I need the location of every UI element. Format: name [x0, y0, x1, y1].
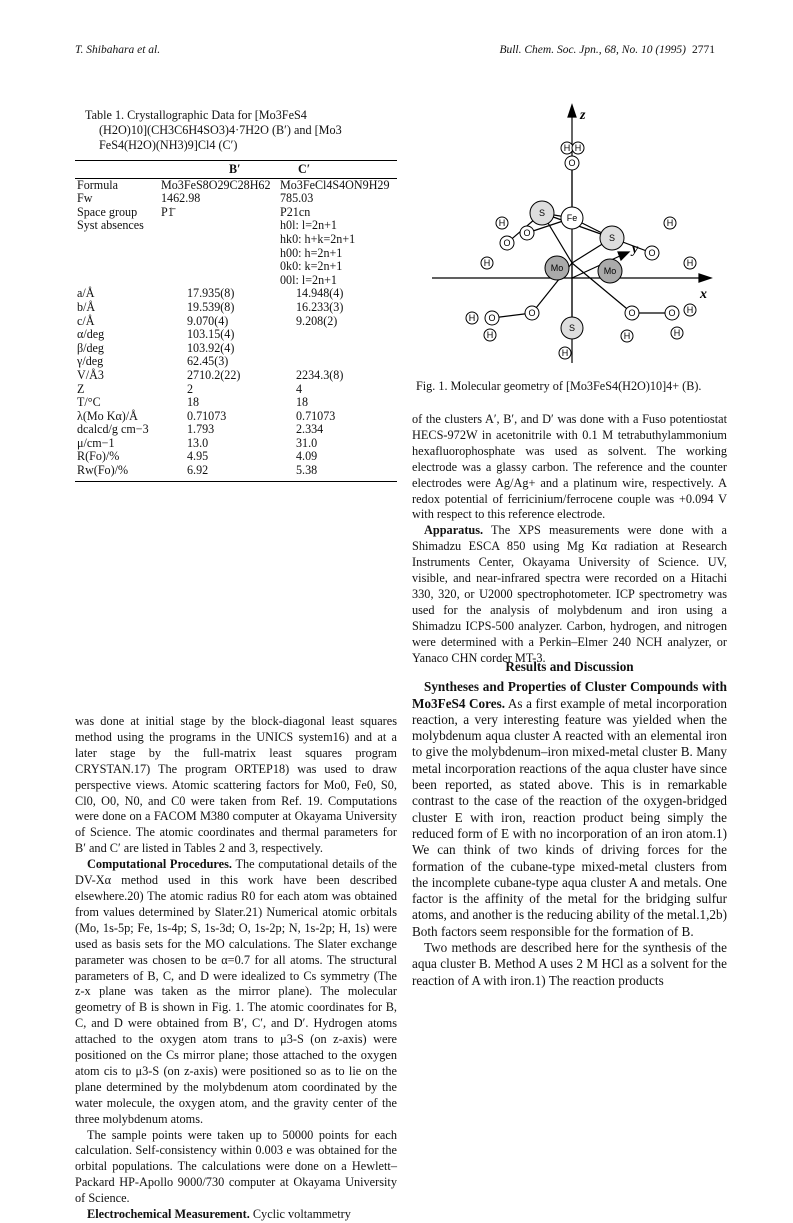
header-b-prime: B′: [159, 161, 278, 179]
run-in-heading: Apparatus.: [424, 523, 484, 538]
value-c-prime: [278, 342, 397, 356]
svg-text:H: H: [574, 143, 582, 153]
row-label: a/Å: [77, 286, 95, 301]
axis-label-x: x: [700, 287, 707, 302]
svg-text:O: O: [668, 308, 676, 318]
row-label: Fw: [77, 191, 93, 206]
svg-text:H: H: [686, 258, 694, 268]
row-label: T/°C: [77, 395, 101, 410]
figure-caption: Fig. 1. Molecular geometry of [Mo3FeS4(H2O)10]4+ (B).: [416, 379, 702, 393]
row-label: R(Fo)/%: [77, 449, 120, 464]
atom-hydrogen: [621, 330, 633, 342]
svg-text:O: O: [648, 248, 656, 258]
atom-hydrogen: [684, 304, 696, 316]
running-header-journal: [499, 44, 715, 56]
running-header-authors: T. Shibahara et al.: [75, 44, 161, 56]
atom-oxygen: [565, 156, 579, 170]
table-row: [75, 328, 397, 342]
atom-hydrogen: [561, 142, 573, 154]
header-blank: [75, 161, 159, 179]
value-c-prime: 31.0: [296, 435, 318, 450]
value-b-prime: 17.935(8): [187, 286, 235, 301]
value-b-prime: 2: [187, 381, 194, 396]
row-label: β/deg: [77, 340, 104, 355]
value-c-prime: 2.334: [296, 422, 324, 437]
value-b-prime: 13.0: [187, 435, 209, 450]
row-label: [75, 247, 159, 261]
crystallographic-table: [75, 160, 397, 482]
paragraph: [75, 857, 397, 1127]
left-column-text: [75, 714, 397, 1223]
paragraph: of the clusters A′, B′, and D′ was done with a Fuso potentiostat HECS-972W in acetonitrile with 0.1 M tetrabuthylammonium hexafluorophosphate was used as solvent. The working electrode was a glassy carbon. The reference and the counter electrodes were Ag/Ag+ and a platinum wire, respectively. A redox potential of ferricinium/ferrocene couple was +0.094 V with respect to this reference electrode.: [412, 412, 727, 522]
value-c-prime: 4.09: [296, 449, 318, 464]
table-row: [75, 260, 397, 274]
value-c-prime: hk0: h+k=2n+1: [280, 231, 356, 246]
value-c-prime: h0l: l=2n+1: [280, 218, 337, 233]
paragraph: [75, 1207, 397, 1223]
value-c-prime: 14.948(4): [296, 286, 344, 301]
table-row: [75, 450, 397, 464]
run-in-heading: Electrochemical Measurement.: [87, 1207, 250, 1222]
value-b-prime: 103.92(4): [187, 340, 235, 355]
table-row: [75, 287, 397, 301]
table-header-row: [75, 161, 397, 179]
section-heading: Results and Discussion: [505, 659, 634, 674]
atom-hydrogen: [496, 217, 508, 229]
table-row: [75, 396, 397, 410]
journal-citation: Bull. Chem. Soc. Jpn., 68, No. 10 (1995): [499, 44, 686, 56]
paragraph: Two methods are described here for the synthesis of the aqua cluster B. Method A uses 2 M HCl as a solvent for the reaction of A with iron.1) The reaction products: [412, 940, 727, 988]
svg-text:Mo: Mo: [550, 263, 564, 273]
paragraph: was done at initial stage by the block-diagonal least squares method using the programs in the UNICS system16) and at a later stage by the full-matrix least squares program CRYSTAN.17) The program ORTEP18) was used to draw perspective views. Atomic scattering factors for Mo0, Fe0, S0, Cl0, O0, N0, and C0 were taken from Ref. 19. Computations were done on a FACOM M380 computer at Okayama University of Science. The atomic coordinates and thermal parameters for B′ and C′ are listed in Tables 2 and 3, respectively.: [75, 714, 397, 856]
row-label: c/Å: [77, 313, 95, 328]
table-row: [75, 342, 397, 356]
value-c-prime: 0.71073: [296, 408, 336, 423]
value-b-prime: Mo3FeS8O29C28H62: [161, 177, 271, 192]
row-label: dcalcd/g cm−3: [77, 422, 149, 437]
svg-text:O: O: [503, 238, 511, 248]
atom-hydrogen: [484, 329, 496, 341]
atom-oxygen: [500, 236, 514, 250]
value-c-prime: h00: h=2n+1: [280, 245, 343, 260]
atom-sulfur: [530, 201, 554, 225]
atom-oxygen: [645, 246, 659, 260]
table-row: [75, 206, 397, 220]
value-b-prime: 18: [187, 395, 200, 410]
row-label: Formula: [77, 177, 118, 192]
value-b-prime: 6.92: [159, 464, 278, 481]
value-b-prime: 4.95: [187, 449, 209, 464]
table-row: [75, 247, 397, 261]
row-label: λ(Mo Kα)/Å: [77, 408, 138, 423]
value-b-prime: 19.539(8): [187, 299, 235, 314]
value-c-prime: P21cn: [280, 204, 311, 219]
row-label: Rw(Fo)/%: [75, 464, 159, 481]
paragraph-body: The computational details of the DV-Xα method used in this work have been described elsewhere.20) The atomic radius R0 for each atom was obtained from values determined by Slater.21) Numerical atomic orbitals (Mo, 1s-5p; Fe, 1s-4p; S, 1s-3d; O, 1s-2p; N, 1s-2p; H, 1s) were used as basis sets for the MO calculations. The Slater exchange parameter was chosen to be α=0.7 for all atoms. The structural parameters of B, C, and D were idealized to Cs symmetry (The z-x plane was taken as the mirror plane). The molecular geometry of B is shown in Fig. 1. The atomic coordinates for B, C, and D were obtained from B′, C′, and D′. Hydrogen atoms attached to the oxygen atom trans to μ3-S (on z-axis) were positioned on the Cs mirror plane; those attached to the oxygen atom cis to μ3-S (on z-axis) were positioned so as to lie on the plane determined by the molybdenum atom coordinated by the water molecule, the oxygen atom, and the gravity center of the three molybdenum atoms.: [75, 857, 397, 1126]
right-column-text-top: [412, 412, 727, 667]
value-c-prime: 2234.3(8): [296, 367, 344, 382]
row-label: [75, 233, 159, 247]
table-row: [75, 219, 397, 233]
svg-text:S: S: [608, 233, 616, 243]
value-b-prime: 62.45(3): [187, 354, 229, 369]
table-row: [75, 437, 397, 451]
paragraph: The sample points were taken up to 50000 points for each calculation. Self-consistency within 0.003 e was obtained for the orbital populations. The calculations were done on a Hewlett–Packard HP-Apollo 9000/730 computer at Okayama University of Science.: [75, 1127, 397, 1206]
atom-hydrogen: [671, 327, 683, 339]
atom-oxygen: [625, 306, 639, 320]
svg-text:H: H: [468, 313, 476, 323]
header-c-prime: C′: [278, 161, 397, 179]
atom-hydrogen: [466, 312, 478, 324]
row-label: γ/deg: [77, 354, 104, 369]
svg-text:H: H: [666, 218, 674, 228]
value-c-prime: 0k0: k=2n+1: [280, 259, 343, 274]
value-b-prime: P1̄: [161, 204, 174, 219]
right-column-text-results: [412, 653, 727, 989]
svg-text:H: H: [563, 143, 571, 153]
run-in-heading: Computational Procedures.: [87, 857, 232, 872]
svg-text:S: S: [538, 208, 546, 218]
atom-hydrogen: [481, 257, 493, 269]
table-row: [75, 369, 397, 383]
table-row: [75, 274, 397, 288]
value-b-prime: 103.15(4): [187, 327, 235, 342]
table-row: [75, 192, 397, 206]
atom-hydrogen: [572, 142, 584, 154]
value-c-prime: 18: [296, 395, 309, 410]
table-caption-line: Table 1. Crystallographic Data for [Mo3FeS4: [85, 108, 307, 122]
svg-text:H: H: [561, 348, 569, 358]
value-b-prime: 1.793: [187, 422, 215, 437]
value-c-prime: 9.208(2): [296, 313, 338, 328]
atom-oxygen: [665, 306, 679, 320]
paragraph-body: The XPS measurements were done with a Shimadzu ESCA 850 using Mg Kα radiation at Research Instruments Center, Okayama University of Science. UV, visible, and near-infrared spectra were recorded on a Hitachi 330, 320, or U2000 spectrophotometer. ICP spectrometry was used for the analysis of molybdenum and iron using a Shimadzu ICPS-500 analyzer. Carbon, hydrogen, and nitrogen were determined with a Perkin–Elmer 240 NCH analyzer, or Yanaco CHN corder MT-3.: [412, 523, 727, 665]
value-b-prime: 1462.98: [161, 191, 201, 206]
value-c-prime: [278, 328, 397, 342]
atom-hydrogen: [684, 257, 696, 269]
paragraph: [412, 523, 727, 666]
axis-label-y: y: [632, 242, 639, 257]
value-b-prime: [159, 219, 278, 233]
svg-text:H: H: [673, 328, 681, 338]
atom-oxygen: [485, 311, 499, 325]
svg-text:O: O: [628, 308, 636, 318]
value-c-prime: Mo3FeCl4S4ON9H29: [280, 177, 390, 192]
atom-hydrogen: [664, 217, 676, 229]
molecular-geometry-figure: [432, 103, 714, 371]
row-label: Z: [77, 381, 85, 396]
value-b-prime: 0.71073: [187, 408, 227, 423]
table-row: [75, 315, 397, 329]
table-row: [75, 464, 397, 481]
table-row: [75, 383, 397, 397]
row-label: Syst absences: [77, 218, 144, 233]
atom-hydrogen: [559, 347, 571, 359]
value-b-prime: [159, 260, 278, 274]
value-c-prime: 4: [296, 381, 303, 396]
atom-sulfur: [600, 226, 624, 250]
value-b-prime: [159, 274, 278, 288]
table-row: [75, 410, 397, 424]
table-caption: [85, 108, 395, 153]
table-row: [75, 355, 397, 369]
paragraph: [412, 679, 727, 940]
svg-text:O: O: [523, 228, 531, 238]
paragraph-body: Cyclic voltammetry: [252, 1207, 351, 1222]
run-in-heading: Syntheses and Properties of Cluster Compounds with Mo3FeS4 Cores.: [412, 679, 727, 711]
atom-sulfur: [561, 317, 583, 339]
value-b-prime: [159, 247, 278, 261]
svg-text:H: H: [486, 330, 494, 340]
atom-iron: [561, 207, 583, 229]
row-label: V/Å3: [77, 367, 104, 382]
table-caption-line: (H2O)10](CH3C6H4SO3)4·7H2O (B′) and [Mo3: [99, 123, 342, 137]
svg-text:H: H: [483, 258, 491, 268]
atom-molybdenum: [545, 256, 569, 280]
page-number: 2771: [692, 44, 715, 56]
axis-label-z: z: [580, 108, 586, 123]
table-row: [75, 178, 397, 192]
svg-text:H: H: [686, 305, 694, 315]
row-label: [75, 260, 159, 274]
svg-text:Fe: Fe: [566, 213, 578, 223]
value-b-prime: [159, 233, 278, 247]
svg-text:Mo: Mo: [603, 266, 617, 276]
table-row: [75, 301, 397, 315]
value-b-prime: 9.070(4): [187, 313, 229, 328]
svg-text:O: O: [528, 308, 536, 318]
value-c-prime: [278, 355, 397, 369]
svg-text:H: H: [498, 218, 506, 228]
svg-text:H: H: [623, 331, 631, 341]
value-c-prime: 16.233(3): [296, 299, 344, 314]
row-label: b/Å: [77, 299, 96, 314]
value-b-prime: 2710.2(22): [187, 367, 241, 382]
value-c-prime: 5.38: [278, 464, 397, 481]
row-label: μ/cm−1: [77, 435, 115, 450]
svg-text:O: O: [568, 158, 576, 168]
row-label: α/deg: [77, 327, 105, 342]
atom-oxygen: [525, 306, 539, 320]
table-row: [75, 423, 397, 437]
table-row: [75, 233, 397, 247]
table-caption-line: FeS4(H2O)(NH3)9]Cl4 (C′): [99, 138, 238, 152]
svg-text:O: O: [488, 313, 496, 323]
atom-oxygen: [520, 226, 534, 240]
atom-molybdenum: [598, 259, 622, 283]
row-label: Space group: [77, 204, 138, 219]
row-label: [75, 274, 159, 288]
value-c-prime: 785.03: [280, 191, 314, 206]
paragraph-body: As a first example of metal incorporation reaction, a very interesting feature was yielded when the molybdenum aqua cluster A reacted with an elemental iron to give the molybdenum–iron mixed-metal cluster B. Many metal incorporation reactions of the aqua cluster have since been reported, as stated above. This is in remarkable contrast to the case of the reaction of the oxygen-bridged cluster E with iron, reaction product being simply the reduced form of E with no incorporation of an iron atom.1) We can think of two kinds of driving forces for the formation of the cubane-type mixed-metal clusters from the incomplete cubane-type aqua cluster A and metals. One factor is the affinity of the metal for the bridging sulfur atoms, and another is the reducing ability of the metal.1,2b) Both factors seem responsible for the formation of B.: [412, 695, 727, 939]
svg-text:S: S: [568, 323, 576, 333]
value-c-prime: 00l: l=2n+1: [280, 272, 337, 287]
